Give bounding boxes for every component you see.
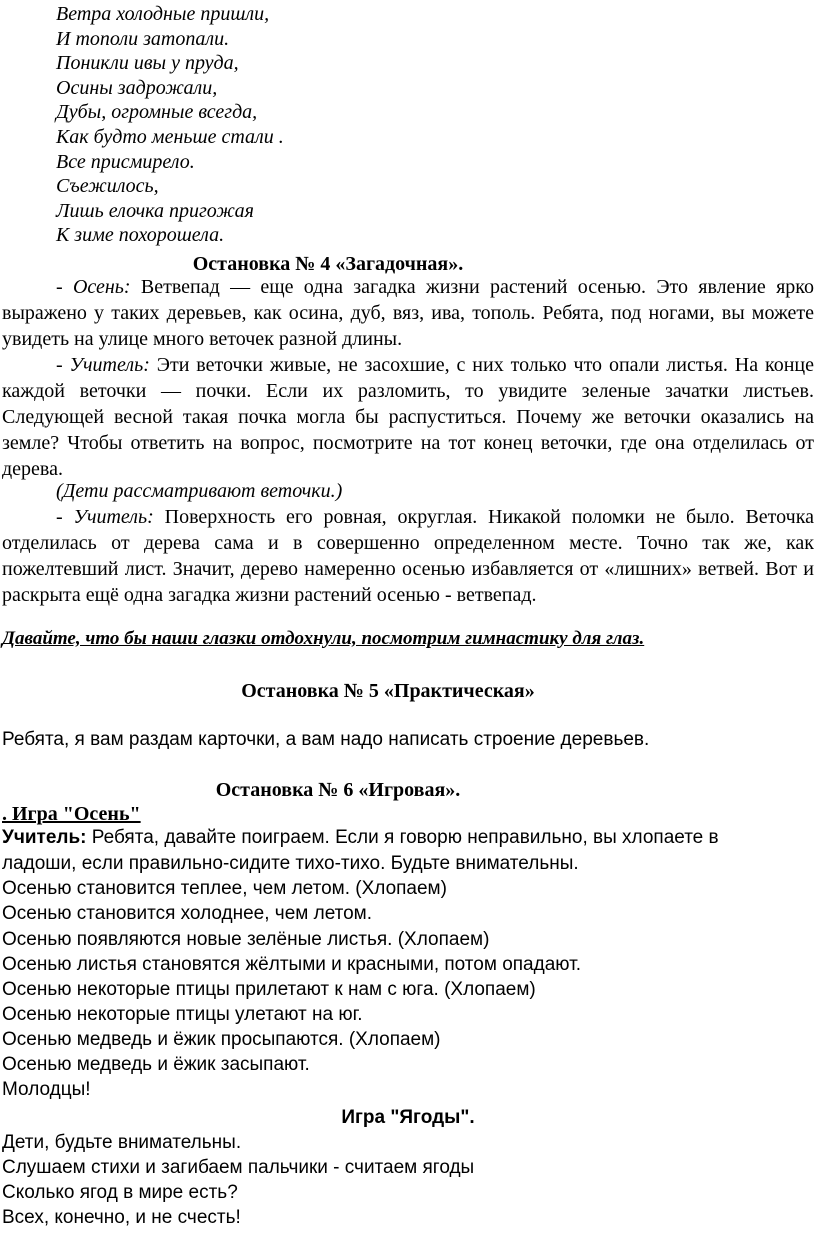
teacher-instruction: Учитель: Ребята, давайте поиграем. Если я говорю неправильно, вы хлопаете в	[2, 827, 719, 848]
poem-line: Съежилось,	[56, 175, 159, 198]
eye-exercise-callout: Давайте, что бы наши глазки отдохнули, посмотрим гимнастику для глаз.	[2, 628, 645, 649]
game-statement: Осенью листья становятся жёлтыми и красными, потом опадают.	[2, 954, 581, 975]
teacher-instruction-cont: ладоши, если правильно-сидите тихо-тихо. Будьте внимательны.	[2, 853, 579, 874]
berries-line: Слушаем стихи и загибаем пальчики - считаем ягоды	[2, 1157, 475, 1178]
stop5-heading: Остановка № 5 «Практическая»	[241, 680, 535, 702]
paragraph-text: Эти веточки живые, не засохшие, с них только что опали листья. На конце каждой веточки — почки. Если их разломить, то увидите зеленые зачатки листьев. Следующей весной такая почка могла бы распуститься. Почему же веточки оказались на земле? Чтобы ответить на вопрос, посмотрите на тот конец веточки, где она отделилась от дерева.	[2, 354, 814, 480]
poem-line: Дубы, огромные всегда,	[56, 101, 258, 124]
game-statement: Осенью некоторые птицы улетают на юг.	[2, 1004, 363, 1025]
stop4-paragraph-teacher-2	[2, 504, 814, 608]
poem-line: Поникли ивы у пруда,	[56, 52, 239, 75]
paragraph-text: Поверхность его ровная, округлая. Никакой поломки не было. Веточка отделилась от дерева сама и в совершенно определенном месте. Точно так же, как пожелтевший лист. Значит, дерево намеренно осенью избавляется от «лишних» ветвей. Вот и раскрыта ещё одна загадка жизни растений осенью - ветвепад.	[2, 506, 814, 606]
game-statement: Осенью появляются новые зелёные листья. (Хлопаем)	[2, 929, 490, 950]
poem	[56, 2, 284, 248]
praise-text: Молодцы!	[2, 1079, 91, 1100]
game-statement: Осенью медведь и ёжик засыпают.	[2, 1054, 310, 1075]
berries-line: Сколько ягод в мире есть?	[2, 1182, 238, 1203]
poem-line: К зиме похорошела.	[56, 224, 225, 247]
stop4-heading: Остановка № 4 «Загадочная».	[192, 253, 464, 275]
speaker-label: - Учитель:	[56, 354, 150, 376]
poem-line: И тополи затопали.	[56, 27, 230, 50]
game-statement: Осенью некоторые птицы прилетают к нам с юга. (Хлопаем)	[2, 979, 536, 1000]
berries-game-title: Игра "Ягоды".	[341, 1107, 475, 1128]
speaker-label: - Осень:	[56, 276, 131, 298]
game-statement: Осенью становится теплее, чем летом. (Хлопаем)	[2, 878, 447, 899]
poem-line: Осины задрожали,	[56, 76, 218, 99]
speaker-label: Учитель:	[2, 827, 87, 848]
game-statement: Осенью медведь и ёжик просыпаются. (Хлопаем)	[2, 1029, 441, 1050]
stop4-paragraph-autumn	[2, 274, 814, 352]
speaker-label: - Учитель:	[56, 506, 154, 528]
paragraph-text: Ветвепад — еще одна загадка жизни растений осенью. Это явление ярко выражено у таких деревьев, как осина, дуб, вяз, ива, тополь. Ребята, под ногами, вы можете увидеть на улице много веточек разной длины.	[2, 276, 815, 350]
stop4-paragraph-teacher	[2, 352, 814, 482]
stop6-heading: Остановка № 6 «Игровая».	[215, 779, 461, 801]
autumn-game-title: . Игра "Осень"	[2, 803, 141, 825]
poem-line: Лишь елочка пригожая	[56, 199, 254, 222]
poem-line: Как будто меньше стали .	[56, 125, 284, 148]
poem-line: Ветра холодные пришли,	[56, 3, 270, 25]
poem-line: Все присмирело.	[56, 150, 195, 173]
stage-direction: (Дети рассматривают веточки.)	[56, 480, 343, 502]
stop5-text: Ребята, я вам раздам карточки, а вам надо написать строение деревьев.	[2, 729, 650, 750]
game-statement: Осенью становится холоднее, чем летом.	[2, 903, 373, 924]
berries-line: Дети, будьте внимательны.	[2, 1132, 242, 1153]
berries-line: Всех, конечно, и не счесть!	[2, 1207, 241, 1228]
